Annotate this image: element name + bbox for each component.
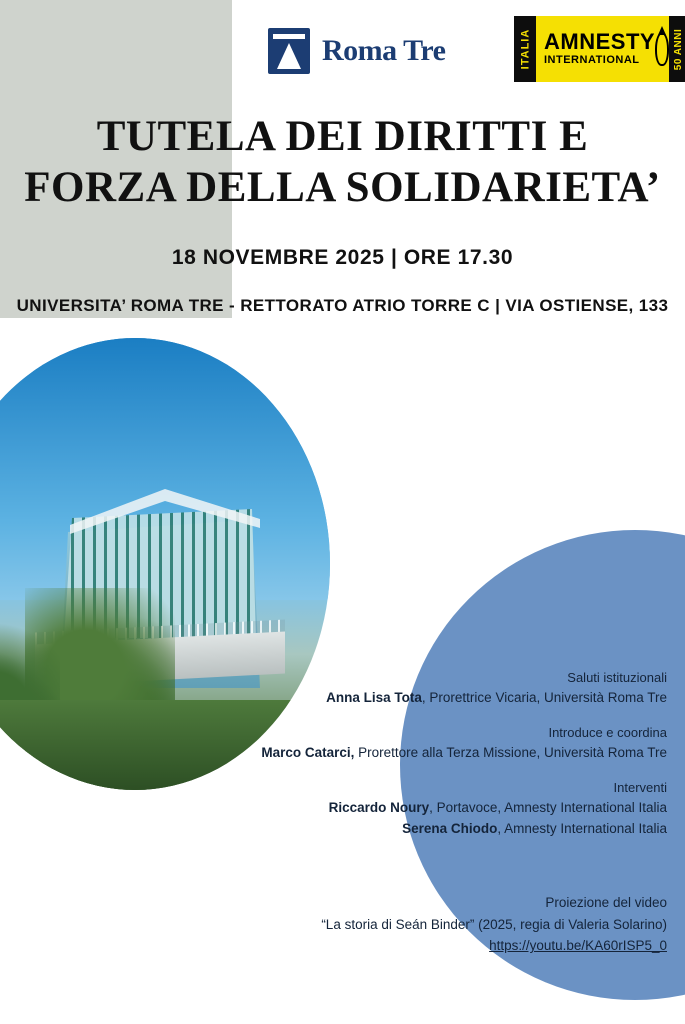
video-screening-block [237, 892, 667, 957]
roma-tre-wordmark: Roma Tre [322, 34, 446, 67]
title-line-1: TUTELA DEI DIRITTI E [96, 113, 589, 160]
event-datetime: 18 NOVEMBRE 2025 | ORE 17.30 [171, 246, 514, 269]
program-group-interventions [237, 778, 667, 840]
video-link[interactable]: https://youtu.be/KA60rISP5_0 [489, 938, 667, 954]
amnesty-italia-label: ITALIA [519, 28, 531, 70]
roma-tre-logo [268, 28, 446, 74]
program-list [237, 668, 667, 854]
event-venue: UNIVERSITA’ ROMA TRE - RETTORATO ATRIO TORRE C | VIA OSTIENSE, 133 [16, 296, 669, 315]
flame-shape [658, 26, 666, 35]
video-title: “La storia di Seán Binder” (2025, regia di Valeria Solarino) [321, 916, 667, 932]
program-group-greetings [237, 668, 667, 709]
video-label: Proiezione del video [545, 895, 667, 910]
program-label-greetings: Saluti istituzionali [567, 670, 667, 685]
speaker-name-chiodo: Serena Chiodo [402, 821, 498, 837]
title-line-2: FORZA DELLA SOLIDARIETA’ [24, 163, 661, 211]
program-speaker-row [237, 688, 667, 709]
logo-row [0, 8, 685, 86]
speaker-role-noury: , Portavoce, Amnesty International Italia [429, 800, 667, 816]
program-group-moderator [237, 723, 667, 764]
speaker-role-chiodo: , Amnesty International Italia [497, 821, 667, 837]
program-speaker-row [237, 743, 667, 764]
amnesty-wordmark [536, 16, 655, 82]
amnesty-word-secondary: INTERNATIONAL [544, 53, 640, 66]
program-speaker-row [237, 798, 667, 819]
program-label-moderator: Introduce e coordina [548, 725, 667, 741]
speaker-role-tota: , Prorettrice Vicaria, Università Roma Tre [421, 690, 667, 706]
amnesty-italia-tag [514, 16, 536, 82]
amnesty-anniversary-label: 50 ANNI [673, 28, 685, 70]
program-speaker-row [237, 819, 667, 840]
speaker-name-catarci: Marco Catarci, [261, 745, 355, 761]
candle-barbed-wire-icon [655, 16, 669, 82]
speaker-role-catarci: Prorettore alla Terza Missione, Università Roma Tre [354, 745, 667, 761]
roma-tre-arch-icon [268, 28, 310, 74]
speaker-name-noury: Riccardo Noury [328, 800, 430, 816]
program-label-interventions: Interventi [613, 780, 667, 796]
speaker-name-tota: Anna Lisa Tota [326, 690, 422, 706]
amnesty-anniversary-tag [669, 16, 685, 82]
amnesty-word-primary: AMNESTY [544, 28, 656, 54]
page-title [0, 112, 685, 213]
barbed-wire-shape [655, 32, 669, 66]
amnesty-logo [514, 16, 685, 82]
